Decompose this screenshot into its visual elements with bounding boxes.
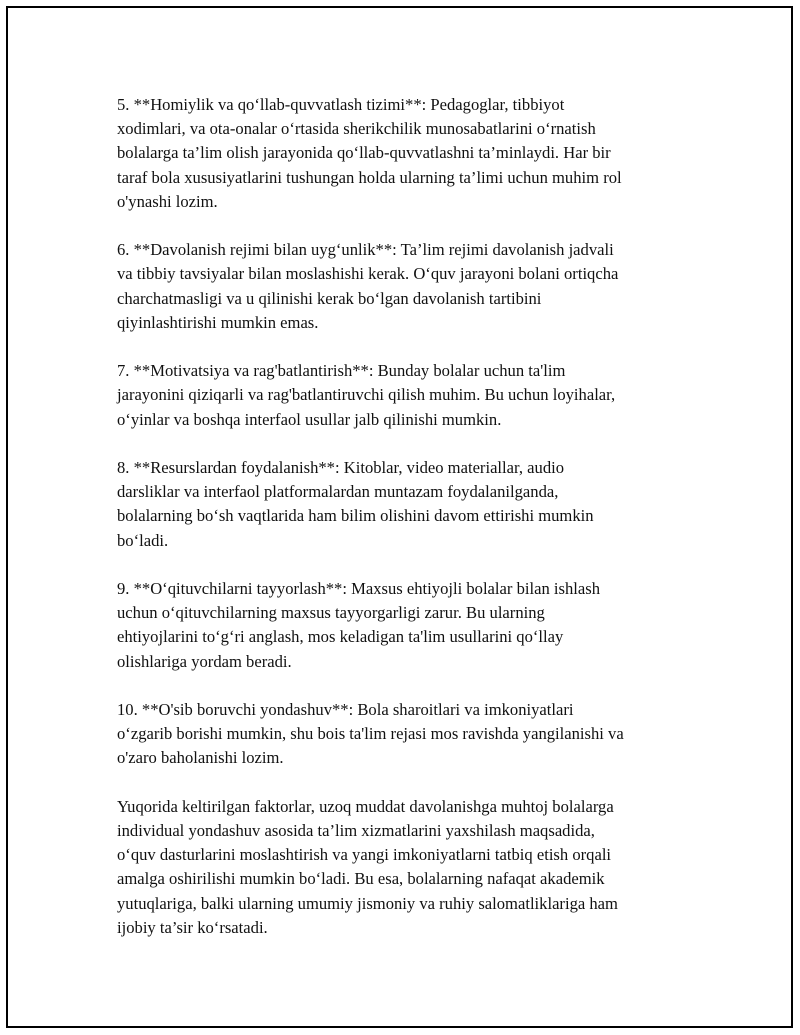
paragraph-item-7: 7. **Motivatsiya va rag'batlantirish**: Bunday bolalar uchun ta'lim jarayonini qiziqarli va rag'batlantiruvchi qilish muhim. Bu uchun loyihalar, o‘yinlar va boshqa interfaol usullar jalb qilinishi mumkin.	[117, 361, 616, 429]
paragraph-item-5: 5. **Homiylik va qo‘llab-quvvatlash tizimi**: Pedagoglar, tibbiyot xodimlari, va ota-onalar o‘rtasida sherikchilik munosabatlarini o‘rnatish bolalarga ta’lim olish jarayonida qo‘llab-quvvatlashni ta’minlaydi. Har bir taraf bola xususiyatlarini tushungan holda ularning ta’limi uchun muhim rol o'ynashi lozim.	[117, 95, 622, 211]
paragraph-item-6: 6. **Davolanish rejimi bilan uyg‘unlik**: Ta’lim rejimi davolanish jadvali va tibbiy tavsiyalar bilan moslashishi kerak. O‘quv jarayoni bolani ortiqcha charchatmasligi va u qilinishi kerak bo‘lgan davolanish tartibini qiyinlashtirishi mumkin emas.	[117, 240, 619, 332]
document-body	[117, 93, 687, 964]
paragraph-item-8: 8. **Resurslardan foydalanish**: Kitoblar, video materiallar, audio darsliklar va interfaol platformalardan muntazam foydalanilganda, bolalarning bo‘sh vaqtlarida ham bilim olishini davom ettirishi mumkin bo‘ladi.	[117, 458, 594, 550]
paragraph-item-9: 9. **O‘qituvchilarni tayyorlash**: Maxsus ehtiyojli bolalar bilan ishlash uchun o‘qituvchilarning maxsus tayyorgarligi zarur. Bu ularning ehtiyojlarini to‘g‘ri anglash, mos keladigan ta'lim usullarini qo‘llay olishlariga yordam beradi.	[117, 579, 600, 671]
conclusion-paragraph: Yuqorida keltirilgan faktorlar, uzoq muddat davolanishga muhtoj bolalarga individual yondashuv asosida ta’lim xizmatlarini yaxshilash maqsadida, o‘quv dasturlarini moslashtirish va yangi imkoniyatlarni tatbiq etish orqali amalga oshirilishi mumkin bo‘ladi. Bu esa, bolalarning nafaqat akademik yutuqlariga, balki ularning umumiy jismoniy va ruhiy salomatliklariga ham ijobiy ta’sir ko‘rsatadi.	[117, 796, 618, 937]
paragraph-item-10: 10. **O'sib boruvchi yondashuv**: Bola sharoitlari va imkoniyatlari o‘zgarib borishi mumkin, shu bois ta'lim rejasi mos ravishda yangilanishi va o'zaro baholanishi lozim.	[117, 700, 624, 768]
